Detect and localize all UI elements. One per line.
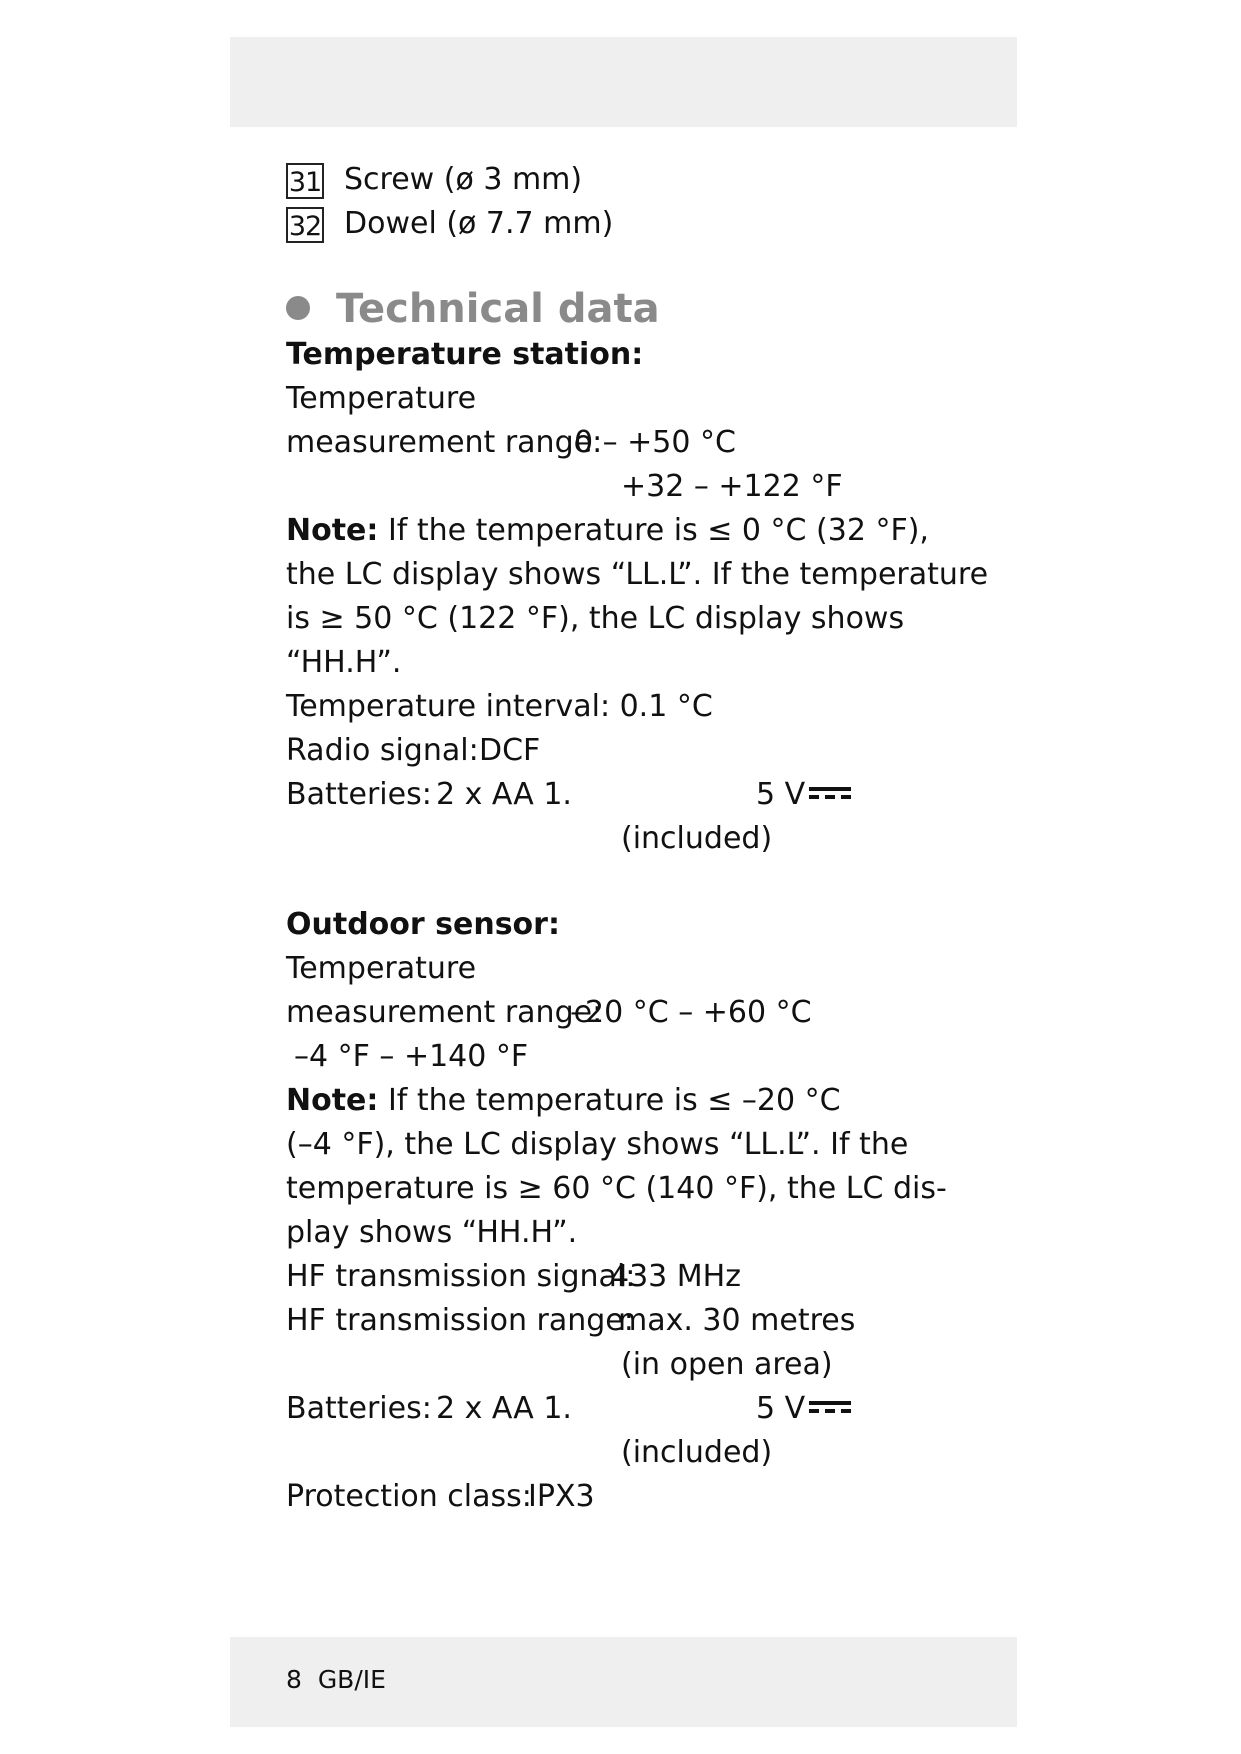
outdoor-note-line: (–4 °F), the LC display shows “LL.L”. If the bbox=[286, 1127, 909, 1162]
dc-symbol-icon bbox=[809, 1401, 851, 1415]
station-note-line: “HH.H”. bbox=[286, 645, 402, 680]
outdoor-heading: Outdoor sensor: bbox=[286, 907, 560, 942]
voltage-text: 5 V bbox=[756, 777, 806, 812]
parts-item bbox=[286, 160, 582, 200]
page-number: 8 bbox=[286, 1665, 302, 1694]
outdoor-temp-value-c: –20 °C – +60 °C bbox=[570, 995, 812, 1030]
note-label: Note: bbox=[286, 513, 379, 548]
station-note bbox=[286, 511, 929, 551]
station-temp-value-f: +32 – +122 °F bbox=[621, 469, 843, 504]
outdoor-note-line: play shows “HH.H”. bbox=[286, 1215, 578, 1250]
note-text: If the temperature is ≤ 0 °C (32 °F), bbox=[378, 513, 929, 548]
protection-value: IPX3 bbox=[528, 1479, 595, 1514]
station-batteries-note: (included) bbox=[621, 821, 773, 856]
outdoor-note bbox=[286, 1081, 841, 1121]
footer-locale: GB/IE bbox=[317, 1665, 386, 1694]
part-label: Screw (ø 3 mm) bbox=[344, 162, 583, 197]
part-number-box: 31 bbox=[286, 163, 324, 199]
outdoor-batteries-label: Batteries: bbox=[286, 1391, 432, 1426]
station-temp-label-2: measurement range: bbox=[286, 425, 603, 460]
dc-symbol-icon bbox=[809, 787, 851, 801]
parts-item bbox=[286, 204, 613, 244]
hf-signal-label: HF transmission signal: bbox=[286, 1259, 636, 1294]
station-batteries-value: 2 x AA 1. bbox=[436, 777, 572, 812]
outdoor-temp-value-f: –4 °F – +140 °F bbox=[294, 1039, 529, 1074]
note-text: If the temperature is ≤ –20 °C bbox=[378, 1083, 841, 1118]
radio-value: DCF bbox=[479, 733, 541, 768]
station-temp-label: Temperature bbox=[286, 381, 477, 416]
hf-range-value: max. 30 metres bbox=[618, 1303, 856, 1338]
outdoor-batteries-voltage bbox=[756, 1389, 851, 1429]
protection-label: Protection class: bbox=[286, 1479, 532, 1514]
station-radio-row bbox=[286, 731, 479, 771]
bullet-icon bbox=[286, 296, 310, 320]
section-title: Technical data bbox=[336, 286, 660, 332]
outdoor-batteries-note: (included) bbox=[621, 1435, 773, 1470]
outdoor-temp-label: Temperature bbox=[286, 951, 477, 986]
note-label: Note: bbox=[286, 1083, 379, 1118]
hf-range-label: HF transmission range: bbox=[286, 1303, 634, 1338]
station-batteries-label: Batteries: bbox=[286, 777, 432, 812]
header-band bbox=[230, 37, 1017, 127]
station-temp-value-c: 0 – +50 °C bbox=[574, 425, 736, 460]
outdoor-temp-label-2: measurement range: bbox=[286, 995, 603, 1030]
radio-label: Radio signal: bbox=[286, 733, 479, 768]
station-temp-row bbox=[286, 423, 602, 463]
outdoor-note-line: temperature is ≥ 60 °C (140 °F), the LC dis- bbox=[286, 1171, 947, 1206]
station-interval: Temperature interval: 0.1 °C bbox=[286, 689, 713, 724]
station-note-line: is ≥ 50 °C (122 °F), the LC display shows bbox=[286, 601, 905, 636]
voltage-text: 5 V bbox=[756, 1391, 806, 1426]
station-batteries-voltage bbox=[756, 775, 851, 815]
footer bbox=[286, 1663, 386, 1697]
station-heading: Temperature station: bbox=[286, 337, 644, 372]
part-label: Dowel (ø 7.7 mm) bbox=[344, 206, 614, 241]
part-number-box: 32 bbox=[286, 207, 324, 243]
outdoor-batteries-value: 2 x AA 1. bbox=[436, 1391, 572, 1426]
hf-signal-value: 433 MHz bbox=[610, 1259, 741, 1294]
station-note-line: the LC display shows “LL.L”. If the temperature bbox=[286, 557, 989, 592]
section-heading bbox=[286, 284, 660, 334]
hf-range-note: (in open area) bbox=[621, 1347, 833, 1382]
